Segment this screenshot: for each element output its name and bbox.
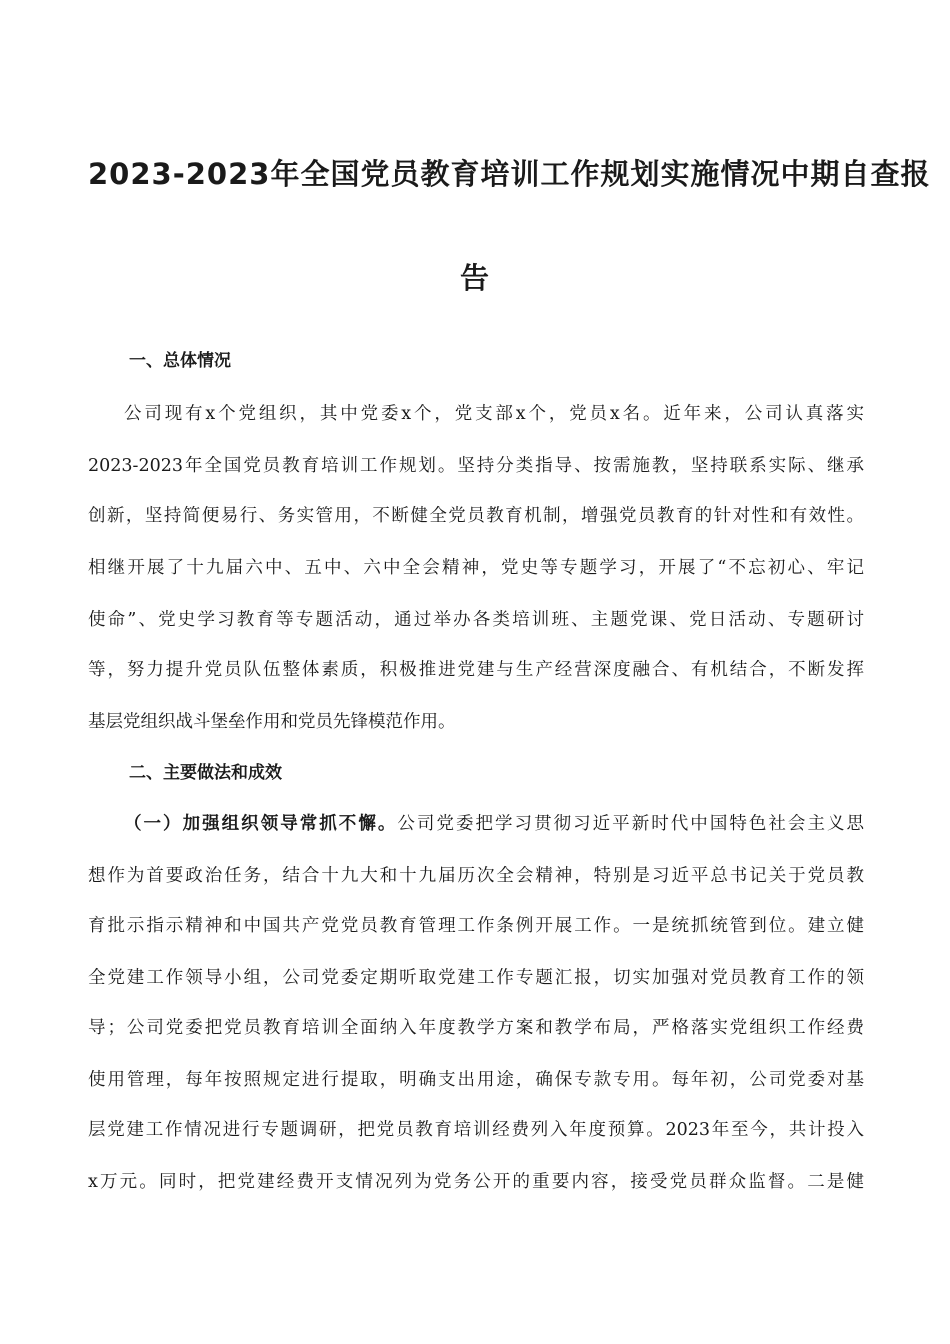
section-heading-practices: 二、主要做法和成效: [129, 763, 282, 783]
document-title-line-1: 2023-2023年全国党员教育培训工作规划实施情况中期自查报: [88, 157, 931, 191]
subsection-lead-text: 公司党委把学习贯彻习近平新时代中国特色社会主义思: [397, 814, 865, 834]
paragraph-line-lead: [124, 810, 864, 835]
paragraph-line: 基层党组织战斗堡垒作用和党员先锋模范作用。: [88, 712, 456, 732]
section-heading-overview: 一、总体情况: [129, 351, 231, 371]
paragraph-line: x万元。同时，把党建经费开支情况列为党务公开的重要内容，接受党员群众监督。二是健: [88, 1172, 864, 1192]
paragraph-line: 想作为首要政治任务，结合十九大和十九届历次全会精神，特别是习近平总书记关于党员教: [88, 866, 864, 886]
paragraph-line: 相继开展了十九届六中、五中、六中全会精神，党史等专题学习，开展了“不忘初心、牢记: [88, 558, 864, 578]
paragraph-line: 育批示指示精神和中国共产党党员教育管理工作条例开展工作。一是统抓统管到位。建立健: [88, 916, 864, 936]
paragraph-line: 全党建工作领导小组，公司党委定期听取党建工作专题汇报，切实加强对党员教育工作的领: [88, 968, 864, 988]
document-title-line-2: 告: [459, 261, 490, 295]
paragraph-line: 创新，坚持简便易行、务实管用，不断健全党员教育机制，增强党员教育的针对性和有效性。: [88, 506, 864, 526]
paragraph-line: 使用管理，每年按照规定进行提取，明确支出用途，确保专款专用。每年初，公司党委对基: [88, 1070, 864, 1090]
paragraph-line: 2023-2023年全国党员教育培训工作规划。坚持分类指导、按需施教，坚持联系实际、继承: [88, 456, 864, 476]
paragraph-line: 等，努力提升党员队伍整体素质，积极推进党建与生产经营深度融合、有机结合，不断发挥: [88, 660, 864, 680]
paragraph-line: 层党建工作情况进行专题调研，把党员教育培训经费列入年度预算。2023年至今，共计投入: [88, 1120, 864, 1140]
subsection-lead-bold: （一）加强组织领导常抓不懈。: [124, 814, 398, 834]
paragraph-line: 公司现有x个党组织，其中党委x个，党支部x个，党员x名。近年来，公司认真落实: [124, 404, 864, 424]
paragraph-line: 使命”、党史学习教育等专题活动，通过举办各类培训班、主题党课、党日活动、专题研讨: [88, 610, 864, 630]
paragraph-line: 导；公司党委把党员教育培训全面纳入年度教学方案和教学布局，严格落实党组织工作经费: [88, 1018, 864, 1038]
